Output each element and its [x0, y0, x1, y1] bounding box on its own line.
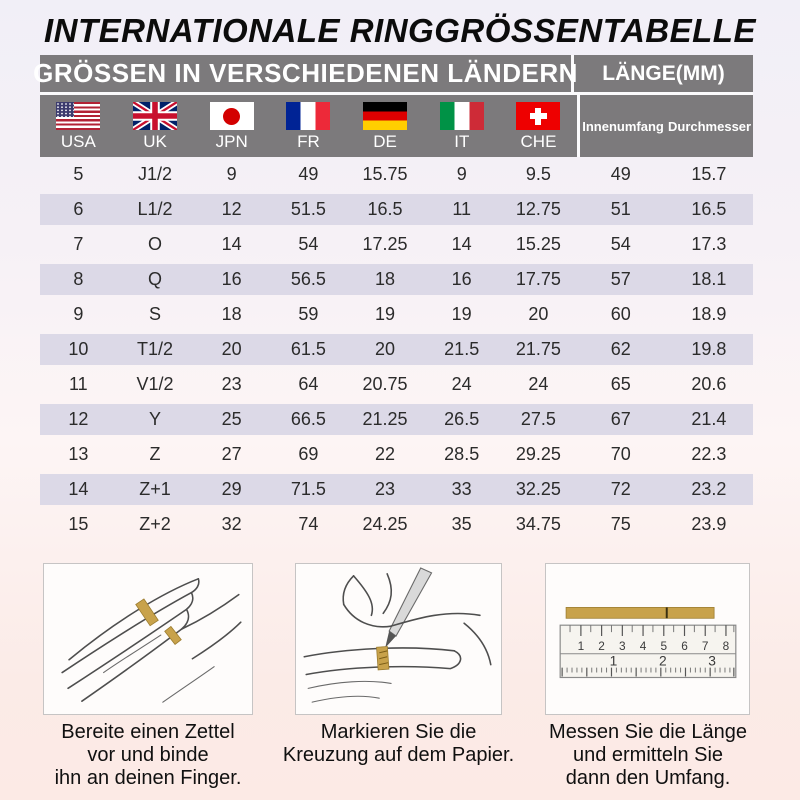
ruler-cm-3: 3 [619, 638, 626, 653]
ruler-cm-5: 5 [660, 638, 668, 653]
ruler-cm-8: 8 [722, 638, 730, 653]
table-cell: 15.25 [515, 234, 561, 254]
table-cell: 60 [610, 304, 631, 324]
table-row [40, 402, 753, 437]
table-cell: 25 [221, 409, 242, 429]
table-cell: 12 [221, 199, 242, 219]
table-row [40, 437, 753, 472]
table-row [40, 297, 753, 332]
ruler-cm-7: 7 [701, 638, 709, 653]
table-cell: 71.5 [290, 479, 326, 499]
table-cell: 16 [221, 269, 242, 289]
table-cell: 21.4 [691, 409, 727, 429]
table-cell: 16 [451, 269, 472, 289]
table-cell: 24.25 [362, 514, 408, 534]
table-cell: 67 [610, 409, 631, 429]
ruler-cm-4: 4 [639, 638, 647, 653]
table-cell: 49 [298, 164, 319, 184]
table-cell: 9 [73, 304, 84, 324]
table-row [40, 472, 753, 507]
table-cell: Z+1 [139, 479, 171, 499]
step2-caption [258, 721, 539, 767]
table-cell: 14 [451, 234, 472, 254]
ruler-inch-3: 3 [708, 652, 716, 669]
table-cell: 13 [68, 444, 89, 464]
step3-caption [530, 721, 766, 790]
ruler-cm-6: 6 [681, 638, 688, 653]
table-cell: 6 [73, 199, 84, 219]
step1-illustration-hand-with-strip [43, 563, 253, 715]
table-cell: 8 [73, 269, 84, 289]
table-cell: 62 [610, 339, 631, 359]
table-cell: 32 [221, 514, 242, 534]
table-cell: 20 [528, 304, 549, 324]
table-cell: T1/2 [136, 339, 174, 359]
table-cell: 70 [610, 444, 631, 464]
country-column-che [500, 95, 577, 157]
table-row [40, 227, 753, 262]
table-cell: 61.5 [290, 339, 326, 359]
table-cell: 32.25 [515, 479, 561, 499]
table-cell: 65 [610, 374, 631, 394]
country-label-it: IT [454, 132, 470, 151]
column-header-innenumfang: Innenumfang [582, 118, 664, 134]
caption-line: Kreuzung auf dem Papier. [282, 744, 515, 766]
table-cell: 9 [456, 164, 467, 184]
ruler-cm-1: 1 [577, 638, 585, 653]
table-cell: 74 [298, 514, 319, 534]
table-cell: 24 [528, 374, 549, 394]
country-label-jpn: JPN [215, 132, 248, 151]
table-cell: 12 [68, 409, 89, 429]
country-column-usa [40, 95, 117, 157]
table-cell: 23 [221, 374, 242, 394]
table-cell: 20.6 [691, 374, 727, 394]
step1-caption [25, 721, 271, 790]
italy-flag-icon [440, 102, 484, 130]
table-cell: 27 [221, 444, 242, 464]
switzerland-flag-icon [516, 102, 560, 130]
usa-flag-icon [56, 102, 100, 130]
table-cell: 16.5 [691, 199, 727, 219]
table-cell: 26.5 [444, 409, 480, 429]
table-cell: 66.5 [290, 409, 326, 429]
table-cell: 15 [68, 514, 89, 534]
table-cell: L1/2 [137, 199, 173, 219]
country-column-uk [117, 95, 194, 157]
header-length-label: LÄNGE(MM) [602, 61, 725, 85]
table-cell: 49 [610, 164, 631, 184]
table-cell: 51.5 [290, 199, 326, 219]
france-flag-icon [286, 102, 330, 130]
caption-line: Markieren Sie die [320, 721, 477, 743]
ruler-inch-2: 2 [658, 652, 667, 669]
table-cell: 7 [73, 234, 84, 254]
table-row [40, 507, 753, 542]
country-column-jpn [193, 95, 270, 157]
country-column-it [423, 95, 500, 157]
table-cell: 59 [298, 304, 319, 324]
table-cell: 51 [610, 199, 631, 219]
table-cell: 75 [610, 514, 631, 534]
table-cell: 69 [298, 444, 319, 464]
table-cell: 54 [298, 234, 319, 254]
caption-line: und ermitteln Sie [572, 744, 724, 766]
country-column-de [347, 95, 424, 157]
table-cell: 57 [610, 269, 631, 289]
caption-line: vor und binde [87, 744, 209, 766]
table-cell: 34.75 [515, 514, 561, 534]
table-cell: 22.3 [691, 444, 727, 464]
table-cell: 19 [375, 304, 396, 324]
table-cell: 23 [375, 479, 396, 499]
table-cell: 18 [375, 269, 396, 289]
table-cell: 11 [68, 374, 88, 394]
table-cell: 27.5 [520, 409, 556, 429]
table-cell: 19 [451, 304, 472, 324]
table-body [40, 157, 753, 542]
table-cell: O [148, 234, 163, 254]
table-cell: 11 [452, 199, 472, 219]
table-cell: 17.25 [362, 234, 408, 254]
table-cell: V1/2 [136, 374, 174, 394]
table-cell: 29.25 [515, 444, 561, 464]
table-cell: Y [149, 409, 162, 429]
table-cell: 20.75 [362, 374, 408, 394]
table-cell: 29 [221, 479, 242, 499]
table-cell: 16.5 [367, 199, 403, 219]
table-cell: 33 [451, 479, 472, 499]
table-cell: Z+2 [139, 514, 171, 534]
column-header-durchmesser: Durchmesser [668, 118, 752, 134]
ring-size-table [33, 55, 753, 542]
table-cell: 14 [68, 479, 89, 499]
table-cell: 17.3 [691, 234, 727, 254]
table-cell: 21.25 [362, 409, 408, 429]
country-label-de: DE [373, 132, 397, 151]
country-label-usa: USA [60, 132, 96, 151]
table-cell: 10 [68, 339, 89, 359]
caption-line: dann den Umfang. [565, 767, 731, 789]
country-label-che: CHE [520, 132, 557, 151]
table-header-row [33, 55, 753, 95]
country-label-uk: UK [143, 132, 167, 151]
uk-flag-icon [133, 102, 177, 130]
table-cell: 54 [610, 234, 631, 254]
table-cell: 9.5 [525, 164, 551, 184]
table-cell: 5 [73, 164, 84, 184]
table-cell: 15.75 [362, 164, 408, 184]
table-cell: Q [148, 269, 163, 289]
table-row [40, 332, 753, 367]
table-row [40, 367, 753, 402]
table-row [40, 262, 753, 297]
table-cell: 22 [375, 444, 396, 464]
table-cell: 23.2 [691, 479, 727, 499]
table-cell: 14 [221, 234, 242, 254]
table-cell: J1/2 [137, 164, 173, 184]
table-cell: 21.75 [515, 339, 561, 359]
table-cell: 18.9 [691, 304, 727, 324]
table-cell: 28.5 [444, 444, 480, 464]
table-cell: 64 [298, 374, 319, 394]
country-column-fr [270, 95, 347, 157]
table-row [40, 192, 753, 227]
table-cell: 23.9 [691, 514, 727, 534]
ruler-inch-1: 1 [609, 652, 618, 669]
table-cell: 20 [221, 339, 242, 359]
table-cell: 17.75 [515, 269, 561, 289]
germany-flag-icon [363, 102, 407, 130]
country-label-fr: FR [297, 132, 320, 151]
table-cell: 19.8 [691, 339, 727, 359]
header-countries-label: GRÖSSEN IN VERSCHIEDENEN LÄNDERN [40, 55, 574, 92]
table-cell: 15.7 [691, 164, 727, 184]
table-cell: 24 [451, 374, 472, 394]
caption-line: Messen Sie die Länge [549, 721, 747, 743]
table-cell: Z [149, 444, 161, 464]
caption-line: Bereite einen Zettel [61, 721, 235, 743]
table-cell: 18.1 [691, 269, 727, 289]
step2-illustration-marking-pen [295, 563, 502, 715]
table-cell: 72 [610, 479, 631, 499]
table-cell: S [149, 304, 162, 324]
table-cell: 20 [375, 339, 396, 359]
table-cell: 18 [221, 304, 242, 324]
step3-illustration-ruler [545, 563, 750, 715]
table-cell: 21.5 [444, 339, 480, 359]
caption-line: ihn an deinen Finger. [54, 767, 242, 789]
table-cell: 12.75 [515, 199, 561, 219]
table-cell: 35 [451, 514, 472, 534]
japan-flag-icon [210, 102, 254, 130]
country-header-row [40, 95, 753, 157]
table-cell: 9 [226, 164, 237, 184]
table-cell: 56.5 [290, 269, 326, 289]
ruler-cm-2: 2 [598, 638, 605, 653]
table-row [40, 157, 753, 192]
page-title: INTERNATIONALE RINGGRÖSSENTABELLE [44, 12, 756, 49]
